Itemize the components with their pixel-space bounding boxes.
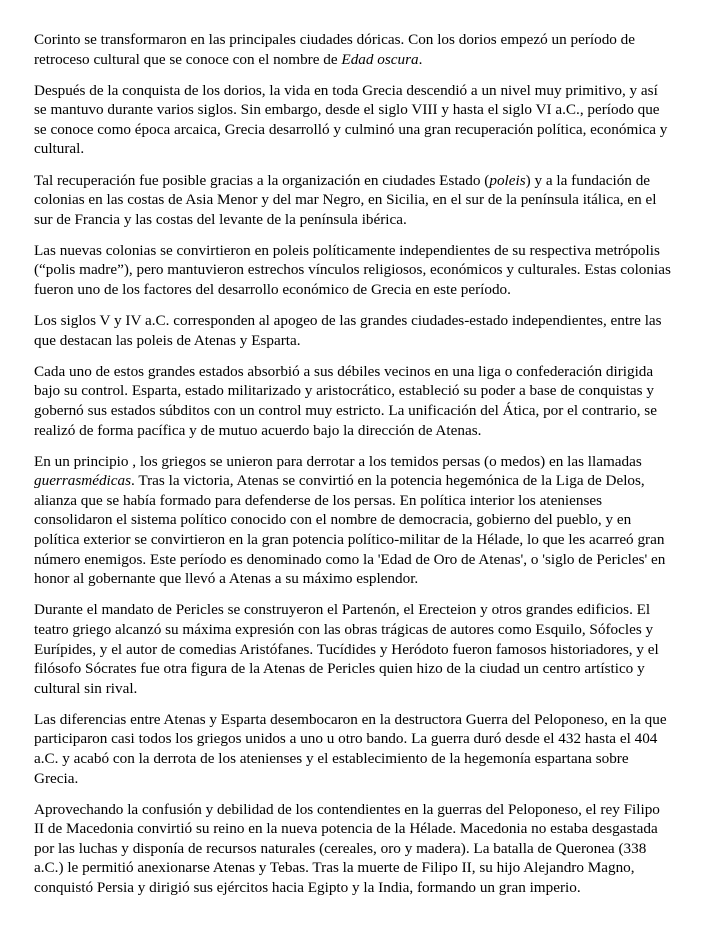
text-run: cultural sin rival. (34, 679, 138, 697)
text-line (34, 569, 700, 589)
paragraph (34, 81, 700, 159)
paragraph (34, 452, 700, 589)
text-line (34, 659, 700, 679)
text-line (34, 510, 700, 530)
text-line (34, 620, 700, 640)
text-run: Corinto se transformaron en las principales ciudades dóricas. Con los dorios empezó un período de (34, 31, 636, 48)
text-run: cultural. (34, 140, 85, 158)
text-line (34, 600, 700, 620)
text-line (34, 100, 700, 120)
text-run: Aprovechando la confusión y debilidad de los contendientes en la guerras del Peloponeso, el rey Filipo (34, 800, 660, 818)
paragraph (34, 311, 700, 350)
text-run: II de Macedonia convirtió su reino en la nueva potencia de la Hélade. Macedonia no estaba desgastada (34, 820, 658, 838)
text-run: Tal recuperación fue posible gracias a la organización en ciudades Estado ( (34, 171, 490, 189)
document-page (34, 0, 700, 909)
text-line (34, 800, 700, 820)
paragraph (34, 171, 700, 230)
text-line (34, 640, 700, 660)
text-run: alianza que se había formado para defenderse de los persas. En política interior los atenienses (34, 491, 603, 509)
text-run: Las nuevas colonias se convirtieron en poleis políticamente independientes de su respectiva metrópolis (34, 241, 660, 259)
text-run: retroceso cultural que se conoce con el nombre de (34, 50, 342, 68)
text-line (34, 452, 700, 472)
paragraph (34, 800, 700, 898)
text-line (34, 260, 700, 280)
text-run: Eurípides, y el autor de comedias Aristófanes. Tucídides y Heródoto fueron famosos historiadores, y el (34, 640, 659, 658)
text-run: honor al gobernante que llevó a Atenas a su máximo esplendor. (34, 570, 419, 588)
paragraph (34, 600, 700, 698)
text-run: En un principio , los griegos se unieron para derrotar a los temidos persas (o medos) en las llamadas (34, 452, 642, 470)
text-run: consolidaron el sistema político conocido con el nombre de democracia, gobierno del pueblo, y en (34, 511, 632, 529)
text-line (34, 471, 700, 491)
paragraph (34, 710, 700, 788)
text-run: política exterior se convirtieron en la gran potencia político-militar de la Hélade, lo que les acarreó gran (34, 531, 665, 549)
text-run: gobernó sus estados súbditos con un control muy estricto. La unificación del Ática, por el contrario, se (34, 402, 657, 419)
text-line (34, 858, 700, 878)
text-line (34, 679, 700, 699)
text-run: . (418, 50, 423, 68)
text-run: se conoce como época arcaica, Grecia desarrolló y culminó una gran recuperación política, económica y (34, 120, 668, 138)
text-run: sur de Francia y las costas del levante de la península ibérica. (34, 210, 407, 228)
text-run: Después de la conquista de los dorios, la vida en toda Grecia descendió a un nivel muy primitivo, y así (34, 81, 658, 99)
italic-term: poleis (489, 171, 526, 189)
text-line (34, 81, 700, 101)
text-run: se mantuvo durante varios siglos. Sin embargo, desde el siglo VIII y hasta el siglo VI a.C., período que (34, 101, 660, 119)
text-line (34, 819, 700, 839)
text-line (34, 139, 700, 159)
text-line (34, 749, 700, 769)
text-line (34, 190, 700, 210)
text-line (34, 171, 700, 191)
text-line (34, 839, 700, 859)
text-line (34, 331, 700, 351)
italic-term: Edad oscura (341, 50, 419, 68)
text-run: Los siglos V y IV a.C. corresponden al apogeo de las grandes ciudades-estado independientes, entre las (34, 312, 662, 330)
text-run: conquistó Persia y dirigió sus ejércitos hacia Egipto y la India, formando un gran imperio. (34, 879, 581, 897)
text-line (34, 311, 700, 331)
text-line (34, 878, 700, 898)
text-line (34, 362, 700, 382)
text-run: colonias en las costas de Asia Menor y del mar Negro, en Sicilia, en el sur de la península itálica, en el (34, 191, 657, 209)
text-run: participaron casi todos los griegos unidos a uno u otro bando. La guerra duró desde el 432 hasta el 404 (34, 730, 658, 748)
text-run: fueron uno de los factores del desarrollo económico de Grecia en este período. (34, 281, 511, 299)
text-line (34, 769, 700, 789)
text-line (34, 729, 700, 749)
text-run: ) y a la fundación de (525, 171, 651, 189)
text-run: Las diferencias entre Atenas y Esparta desembocaron en la destructora Guerra del Peloponeso, en la que (34, 710, 667, 728)
text-line (34, 381, 700, 401)
text-run: (“polis madre”), pero mantuvieron estrechos vínculos religiosos, económicos y culturales. Estas colonias (34, 261, 671, 279)
text-run: realizó de forma pacífica y de mutuo acuerdo bajo la dirección de Atenas. (34, 421, 482, 439)
text-run: por las luchas y disponía de recursos naturales (cereales, oro y madera). La batalla de Queronea (338 (34, 839, 647, 857)
text-run: que destacan las poleis de Atenas y Esparta. (34, 331, 301, 349)
text-line (34, 401, 700, 421)
italic-term: guerrasmédicas (34, 472, 132, 490)
text-line (34, 550, 700, 570)
paragraph (34, 30, 700, 69)
text-run: a.C.) le permitió anexionarse Atenas y Tebas. Tras la muerte de Filipo II, su hijo Alejandro Magno, (34, 859, 635, 877)
text-run: Grecia. (34, 769, 79, 787)
text-run: número enemigos. Este período es denominado como la 'Edad de Oro de Atenas', o 'siglo de Pericles' en (34, 550, 666, 568)
text-line (34, 30, 700, 50)
text-line (34, 50, 700, 70)
text-run: . Tras la victoria, Atenas se convirtió en la potencia hegemónica de la Liga de Delos, (131, 472, 645, 490)
text-line (34, 241, 700, 261)
text-run: filósofo Sócrates fue otra figura de la Atenas de Pericles quien hizo de la ciudad un centro artístico y (34, 660, 645, 678)
text-line (34, 280, 700, 300)
text-run: Durante el mandato de Pericles se construyeron el Partenón, el Erecteion y otros grandes edificios. El (34, 601, 651, 619)
text-line (34, 210, 700, 230)
text-run: bajo su control. Esparta, estado militarizado y aristocrático, estableció su poder a base de conquistas y (34, 382, 654, 400)
text-line (34, 530, 700, 550)
paragraph (34, 362, 700, 440)
text-line (34, 491, 700, 511)
text-line (34, 421, 700, 441)
text-run: a.C. y acabó con la derrota de los atenienses y el establecimiento de la hegemonía espartana sobre (34, 750, 629, 767)
paragraph (34, 241, 700, 300)
text-line (34, 120, 700, 140)
text-run: Cada uno de estos grandes estados absorbió a sus débiles vecinos en una liga o confederación dirigida (34, 362, 654, 380)
text-run: teatro griego alcanzó su máxima expresión con las obras trágicas de autores como Esquilo, Sófocles y (34, 620, 654, 638)
text-line (34, 710, 700, 730)
